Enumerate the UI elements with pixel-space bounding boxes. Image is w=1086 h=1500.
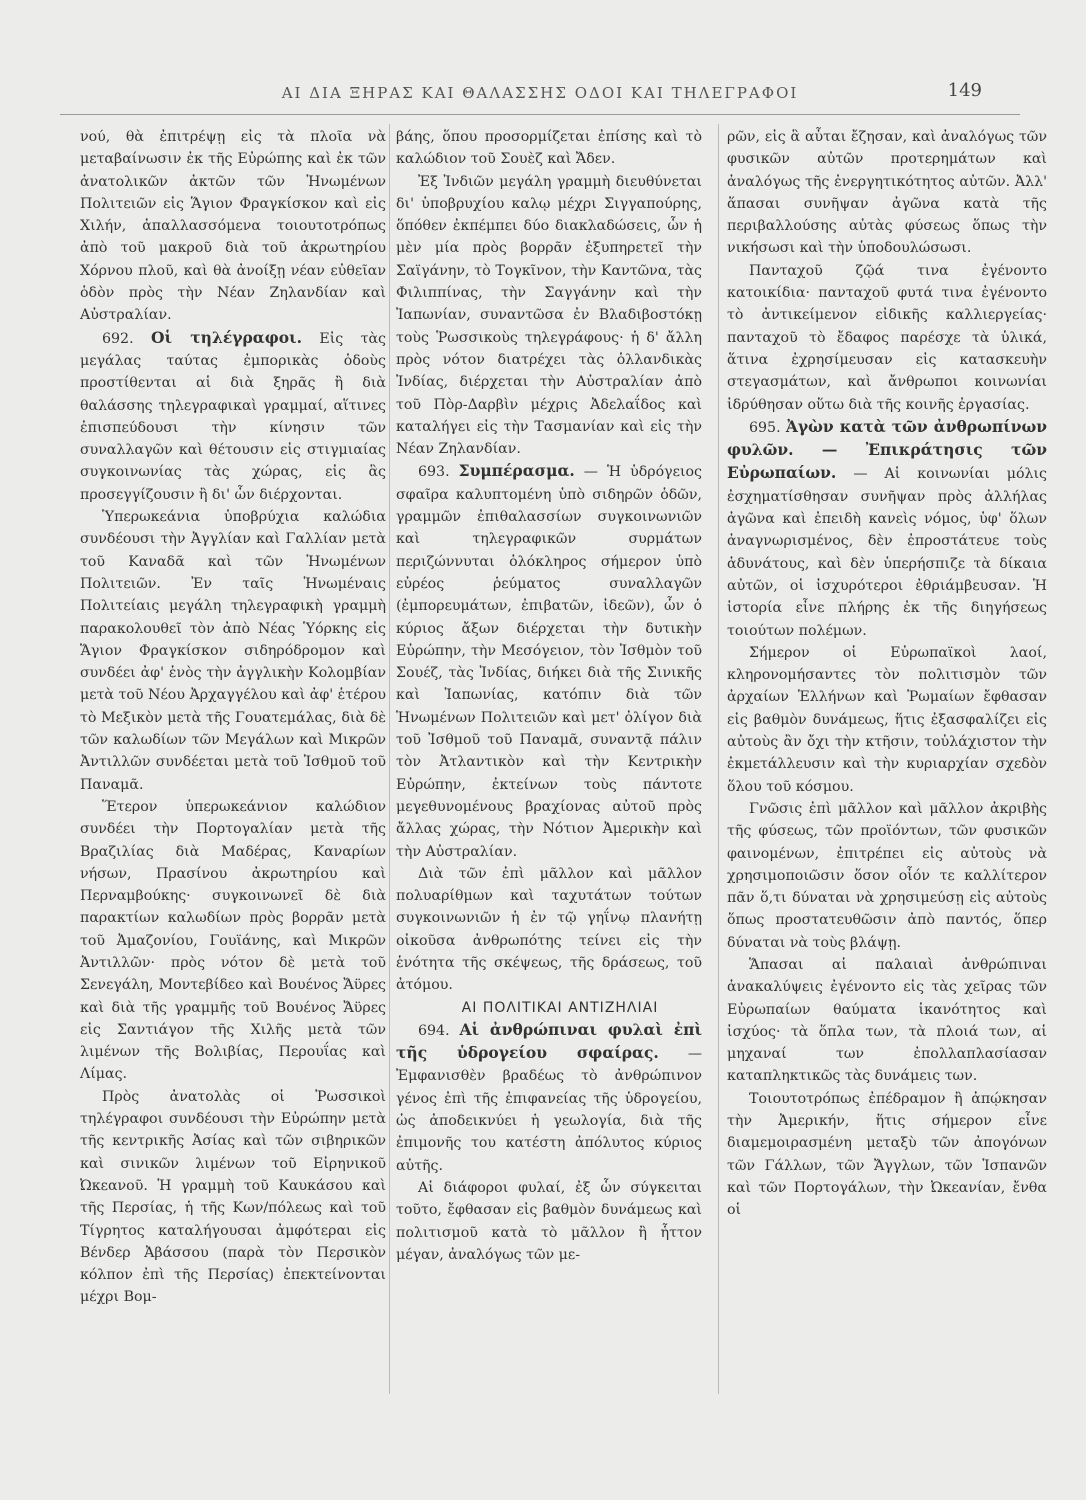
- paragraph: Τοιουτοτρόπως ἐπέδραμον ἢ ἀπῴκησαν τὴν Ἀμερικήν, ἥτις σήμερον εἶνε διαμεμοιρασμένη μεταξὺ τῶν ἀπογόνων τῶν Γάλλων, τῶν Ἄγγλων, τῶν Ἱσπανῶν καὶ τῶν Πορτογάλων, τὴν Ὠκεανίαν, ἔνθα οἱ: [727, 1090, 1047, 1219]
- paragraph: Πρὸς ἀνατολὰς οἱ Ῥωσσικοὶ τηλέγραφοι συνδέουσι τὴν Εὐρώπην μετὰ τῆς κεντρικῆς Ἀσίας καὶ τῶν σιβηρικῶν καὶ σινικῶν λιμένων τοῦ Εἰρηνικοῦ Ὠκεανοῦ. Ἡ γραμμὴ τοῦ Καυκάσου καὶ τῆς Περσίας, ἡ τῆς Κων/πόλεως καὶ τοῦ Τίγρητος καταλήγουσαι ἀμφότεραι εἰς Βένδερ Ἀβάσσου (παρὰ τὸν Περσικὸν κόλπον ἐπὶ τῆς Περσίας) ἐπεκτείνονται μέχρι Βομ-: [80, 1088, 386, 1306]
- section-title: Ἀγὼν κατὰ τῶν ἀνθρωπίνων φυλῶν. — Ἐπικράτησις τῶν Εὐρωπαίων.: [727, 416, 1047, 483]
- paragraph: Ἐξ Ἰνδιῶν μεγάλη γραμμὴ διευθύνεται δι' ὑποβρυχίου καλῳ μέχρι Σιγγαπούρης, ὅπόθεν ἐκπέμπει δύο διακλαδώσεις, ὧν ἡ μὲν μία πρὸς βορρᾶν ἐξυπηρετεῖ τὴν Σαϊγάνην, τὸ Τογκῖνον, τὴν Καντῶνα, τὰς Φιλιππίνας, τὴν Σαγγάνην καὶ τὴν Ἰαπωνίαν, συναντῶσα ἐν Βλαδιβοστόκῃ τοὺς Ῥωσσικοὺς τηλεγράφους· ἡ δ' ἄλλη πρὸς νότον διατρέχει τὰς ὁλλανδικὰς Ἰνδίας, διέρχεται τὴν Αὐστραλίαν ἀπὸ τοῦ Πὸρ-Δαρβὶν μέχρις Ἀδελαΐδος καὶ καταλήγει εἰς τὴν Τασμανίαν καὶ εἰς τὴν Νέαν Ζηλανδίαν.: [396, 173, 702, 458]
- running-header: [60, 74, 1020, 115]
- paragraph: Πανταχοῦ ζῷά τινα ἐγένοντο κατοικίδια· πανταχοῦ φυτά τινα ἐγένοντο τὸ ἀντικείμενον εἰδικῆς καλλιεργείας· πανταχοῦ τὸ ἔδαφος παρέσχε τὰ ὑλικά, ἅτινα ἐχρησίμευσαν εἰς κατασκευὴν στεγασμάτων, καὶ ἄνθρωποι κοινωνίαι ἱδρύθησαν οὕτω διὰ τῆς κοινῆς ἐργασίας.: [727, 262, 1047, 413]
- section-694: [396, 1019, 702, 1177]
- paragraph: Ὑπερωκεάνια ὑποβρύχια καλώδια συνδέουσι τὴν Ἀγγλίαν καὶ Γαλλίαν μετὰ τοῦ Καναδᾶ καὶ τῶν Ἡνωμένων Πολιτειῶν. Ἐν ταῖς Ἡνωμέναις Πολιτείαις μεγάλη τηλεγραφικὴ γραμμὴ παρακολουθεῖ τὸν ἀπὸ Νέας Ὑόρκης εἰς Ἅγιον Φραγκίσκον σιδηρόδρομον καὶ συνδέει ἀφ' ἑνὸς τὴν ἀγγλικὴν Κολομβίαν μετὰ τοῦ Νέου Ἀρχαγγέλου καὶ ἀφ' ἑτέρου τὸ Μεξικὸν μετὰ τῆς Γουατεμάλας, διὰ δὲ τῶν καλωδίων τῶν Μεγάλων καὶ Μικρῶν Ἀντιλλῶν συνδέεται μετὰ τοῦ Ἰσθμοῦ τοῦ Παναμᾶ.: [80, 509, 386, 793]
- section-number: 695.: [749, 419, 781, 436]
- section-text: — Ἐμφανισθὲν βραδέως τὸ ἀνθρώπινον γένος ἐπὶ τῆς ἐπιφανείας τῆς ὑδρογείου, ὡς ἀποδεικνύει ἡ γεωλογία, διὰ τῆς ἐπιμονῆς του κατέστη ἀπόλυτος κύριος αὐτῆς.: [396, 1046, 702, 1174]
- section-693: [396, 460, 702, 862]
- column-rule-left: [389, 124, 390, 1394]
- section-title: Οἱ τηλέγραφοι.: [150, 327, 302, 347]
- chapter-heading: ΑΙ ΠΟΛΙΤΙΚΑΙ ΑΝΤΙΖΗΛΙΑΙ: [461, 999, 659, 1016]
- section-695: [727, 416, 1047, 642]
- section-title: Αἱ ἀνθρώπιναι φυλαὶ ἐπὶ τῆς ὑδρογείου σφαίρας.: [396, 1019, 702, 1063]
- paragraph: Ἅπασαι αἱ παλαιαὶ ἀνθρώπιναι ἀνακαλύψεις ἐγένοντο εἰς τὰς χεῖρας τῶν Εὐρωπαίων θαύματα ἱκανότητος καὶ ἰσχύος· τὰ ὅπλα των, τὰ πλοιά των, αἱ μηχαναί των ἐπολλαπλασίασαν καταπληκτικῶς τὰς δυνάμεις των.: [727, 956, 1047, 1085]
- section-text: — Αἱ κοινωνίαι μόλις ἐσχηματίσθησαν συνῆψαν πρὸς ἀλλήλας ἀγῶνα καὶ ἐπειδὴ κανεὶς νόμος, ὑφ' ὅλων ἀναγνωρισμένος, δὲν ἐπροστάτευε τοὺς ἀδυνάτους, καὶ δὲν ὑπερήσπιζε τὰ δίκαια αὐτῶν, οἱ ἰσχυρότεροι ἐθριάμβευσαν. Ἡ ἱστορία εἶνε πλήρης ἐκ τῆς διηγήσεως τοιούτων πολέμων.: [727, 466, 1047, 639]
- page-number: 149: [947, 80, 982, 101]
- column-right: [727, 126, 1047, 1222]
- section-title: Συμπέρασμα.: [458, 461, 575, 481]
- section-text: Εἰς τὰς μεγάλας ταύτας ἐμπορικὰς ὁδοὺς προστίθενται αἱ διὰ ξηρᾶς ἢ διὰ θαλάσσης τηλεγραφικαὶ γραμμαί, αἵτινες ἐπισπεύδουσι τὴν κίνησιν τῶν συναλλαγῶν καὶ θέτουσιν εἰς στιγμιαίας συγκοινωνίας τὰς χώρας, εἰς ἃς προσεγγίζουσιν ἢ δι' ὧν διέρχονται.: [80, 330, 386, 503]
- paragraph: Γνῶσις ἐπὶ μᾶλλον καὶ μᾶλλον ἀκριβὴς τῆς φύσεως, τῶν προϊόντων, τῶν φυσικῶν φαινομένων, ἐπιτρέπει εἰς αὐτοὺς νὰ χρησιμοποιῶσιν ὅσον οἷόν τε καλλίτερον πᾶν ὅ,τι δύναται νὰ χρησιμεύσῃ εἰς αὐτοὺς ὅπως προστατευθῶσιν ἀπὸ παντός, ὅπερ δύναται νὰ τοὺς βλάψῃ.: [727, 800, 1047, 951]
- column-middle: [396, 126, 702, 1266]
- running-title: ΑΙ ΔΙΑ ΞΗΡΑΣ ΚΑΙ ΘΑΛΑΣΣΗΣ ΟΔΟΙ ΚΑΙ ΤΗΛΕΓΡΑΦΟΙ: [281, 84, 799, 102]
- column-left: [80, 126, 386, 1309]
- column-rule-right: [718, 124, 719, 1394]
- paragraph: Ἕτερον ὑπερωκεάνιον καλώδιον συνδέει τὴν Πορτογαλίαν μετὰ τῆς Βραζιλίας διὰ Μαδέρας, Καναρίων νήσων, Πρασίνου ἀκρωτηρίου καὶ Περναμβούκης· συγκοινωνεῖ δὲ διὰ παρακτίων καλωδίων πρὸς βορρᾶν μετὰ τοῦ Ἀμαζονίου, Γουϊάνης, καὶ Μικρῶν Ἀντιλλῶν· πρὸς νότον δὲ μετὰ τοῦ Σενεγάλη, Μοντεβίδεο καὶ Βουένος Ἄϋρες καὶ διὰ τῆς γραμμῆς τοῦ Βουένος Ἄϋρες εἰς Σαντιάγον τῆς Χιλῆς μετὰ τῶν λιμένων τῆς Βολιβίας, Περουΐας καὶ Λίμας.: [80, 798, 386, 1083]
- section-692: [80, 327, 386, 506]
- section-number: 692.: [102, 330, 134, 347]
- paragraph: Σήμερον οἱ Εὐρωπαϊκοὶ λαοί, κληρονομήσαντες τὸν πολιτισμὸν τῶν ἀρχαίων Ἑλλήνων καὶ Ῥωμαίων ἔφθασαν εἰς βαθμὸν δυνάμεως, ἥτις ἐξασφαλίζει εἰς αὐτοὺς ἂν ὄχι τὴν κτῆσιν, τοὐλάχιστον τὴν ἐκμετάλλευσιν καὶ τὴν κυριαρχίαν σχεδὸν ὅλου τοῦ κόσμου.: [727, 644, 1047, 795]
- section-number: 693.: [418, 464, 450, 481]
- paragraph: βάης, ὅπου προσορμίζεται ἐπίσης καὶ τὸ καλώδιον τοῦ Σουὲζ καὶ Ἄδεν.: [396, 129, 702, 168]
- paragraph: νού, θὰ ἐπιτρέψῃ εἰς τὰ πλοῖα νὰ μεταβαίνωσιν ἐκ τῆς Εὐρώπης καὶ ἐκ τῶν ἀνατολικῶν ἀκτῶν τῶν Ἡνωμένων Πολιτειῶν εἰς Ἅγιον Φραγκίσκον καὶ εἰς Χιλήν, ἀπαλλασσόμενα τοιουτοτρόπως ἀπὸ τοῦ μακροῦ διὰ τοῦ ἀκρωτηρίου Χόρνου πλοῦ, καὶ θὰ ἀνοίξῃ νέαν εὐθεῖαν ὁδὸν πρὸς τὴν Νέαν Ζηλανδίαν καὶ Αὐστραλίαν.: [80, 129, 386, 324]
- section-text: — Ἡ ὑδρόγειος σφαῖρα καλυπτομένη ὑπὸ σιδηρῶν ὁδῶν, γραμμῶν ἐπιθαλασσίων συγκοινωνιῶν καὶ τηλεγραφικῶν συρμάτων περιζώννυται ὁλόκληρος σήμερον ὑπὸ εὐρέος ῥεύματος συναλλαγῶν (ἐμπορευμάτων, ἐπιβατῶν, ἰδεῶν), ὧν ὁ κύριος ἄξων διέρχεται τὴν δυτικὴν Εὐρώπην, τὴν Μεσόγειον, τὸν Ἰσθμὸν τοῦ Σουέζ, τὰς Ἰνδίας, διήκει διὰ τῆς Σινικῆς καὶ Ἰαπωνίας, κατόπιν διὰ τῶν Ἡνωμένων Πολιτειῶν καὶ μετ' ὀλίγον διὰ τοῦ Ἰσθμοῦ τοῦ Παναμᾶ, συναντᾷ πάλιν τὸν Ἀτλαντικὸν καὶ τὴν Κεντρικὴν Εὐρώπην, ἐκτείνων τοὺς πάντοτε μεγεθυνομένους βραχίονας αὐτοῦ πρὸς ἄλλας χώρας, τὴν Νότιον Ἀμερικὴν καὶ τὴν Αὐστραλίαν.: [396, 464, 703, 860]
- section-number: 694.: [418, 1022, 450, 1039]
- paragraph: ρῶν, εἰς ἃ αὗται ἔζησαν, καὶ ἀναλόγως τῶν φυσικῶν αὐτῶν προτερημάτων καὶ ἀναλόγως τῆς ἐνεργητικότητος αὐτῶν. Ἀλλ' ἅπασαι συνῆψαν ἀγῶνα κατὰ τῆς περιβαλλούσης αὐτὰς φύσεως ὅπως τὴν νικήσωσι καὶ τὴν ὑποδουλώσωσι.: [727, 129, 1047, 257]
- paragraph: Αἱ διάφοροι φυλαί, ἐξ ὧν σύγκειται τοῦτο, ἔφθασαν εἰς βαθμὸν δυνάμεως καὶ πολιτισμοῦ κατὰ τὸ μᾶλλον ἢ ἧττον μέγαν, ἀναλόγως τῶν με-: [396, 1179, 702, 1263]
- paragraph: Διὰ τῶν ἐπὶ μᾶλλον καὶ μᾶλλον πολυαρίθμων καὶ ταχυτάτων τούτων συγκοινωνιῶν ἡ ἐν τῷ γηΐνῳ πλανήτῃ οἰκοῦσα ἀνθρωπότης τείνει εἰς τὴν ἑνότητα τῆς σκέψεως, τῆς δράσεως, τοῦ ἀτόμου.: [396, 865, 702, 994]
